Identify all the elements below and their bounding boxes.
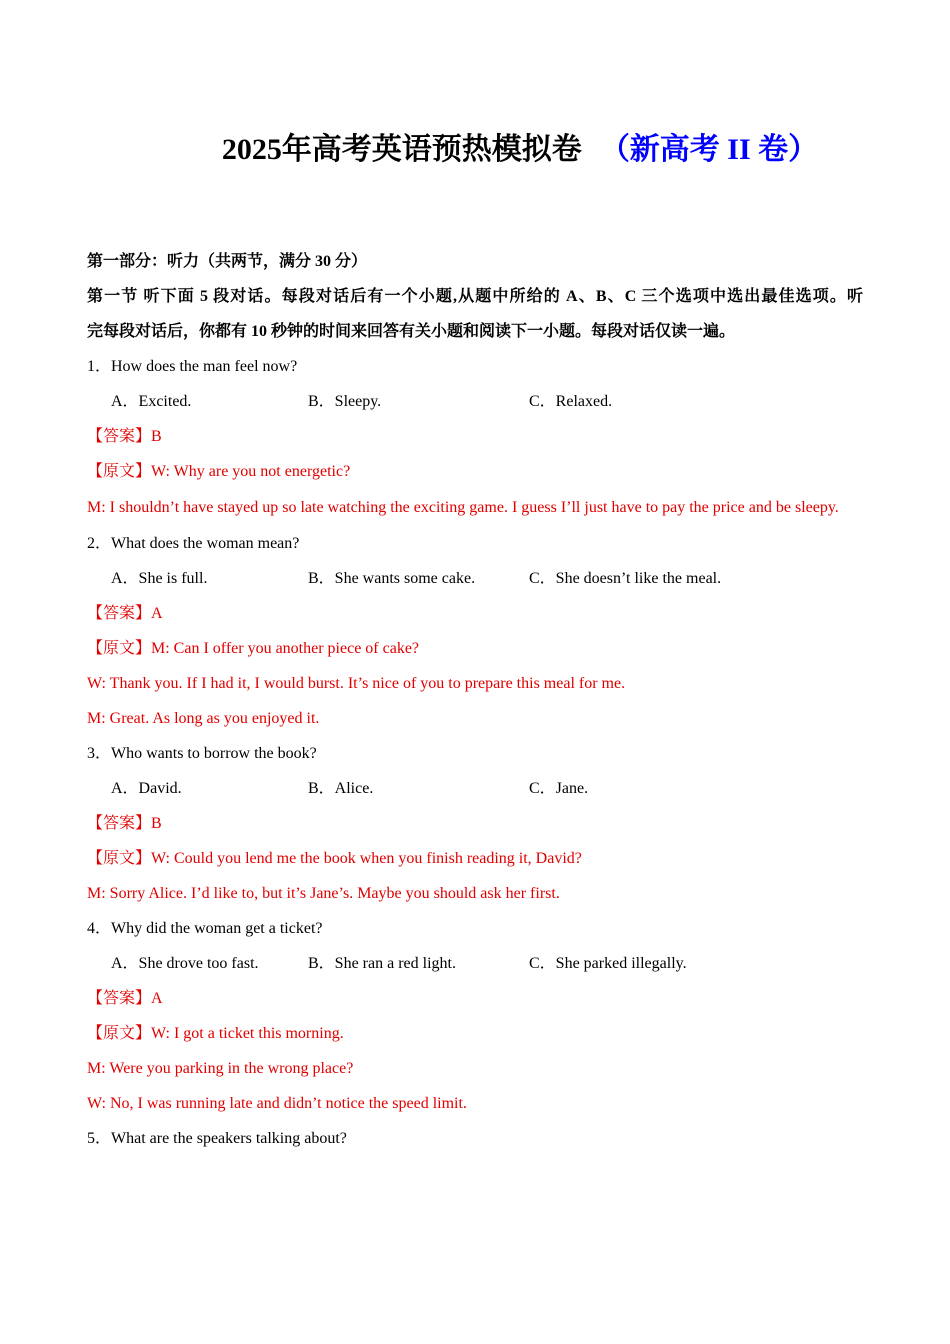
question-3-transcript-2: M: Sorry Alice. I’d like to, but it’s Jane’s. Maybe you should ask her first.: [87, 885, 560, 902]
question-3-option-a: A．David.: [111, 780, 182, 797]
question-2-options: [87, 561, 863, 596]
title-sub: （新高考 II 卷）: [599, 133, 819, 166]
question-5: 5．What are the speakers talking about?: [87, 1130, 347, 1147]
question-2: 2．What does the woman mean?: [87, 535, 300, 552]
question-2-option-b: B．She wants some cake.: [308, 570, 476, 587]
question-1-option-b: B．Sleepy.: [308, 393, 382, 410]
question-1: 1．How does the man feel now?: [87, 358, 298, 375]
question-2-option-a: A．She is full.: [111, 570, 208, 587]
question-4-transcript-1: 【原文】W: I got a ticket this morning.: [87, 1025, 344, 1042]
title-main: 2025年高考英语预热模拟卷: [221, 133, 582, 166]
question-2-transcript-3: M: Great. As long as you enjoyed it.: [87, 710, 320, 727]
question-4-transcript-3: W: No, I was running late and didn’t notice the speed limit.: [87, 1095, 467, 1112]
question-3-answer: 【答案】B: [87, 815, 162, 832]
question-3-option-c: C．Jane.: [529, 780, 589, 797]
question-1-options: [87, 384, 863, 419]
question-3-option-b: B．Alice.: [308, 780, 374, 797]
question-1-transcript-1: 【原文】W: Why are you not energetic?: [87, 463, 351, 480]
question-2-transcript-2: W: Thank you. If I had it, I would burst. It’s nice of you to prepare this meal for me.: [87, 675, 626, 692]
question-1-option-a: A．Excited.: [111, 393, 192, 410]
question-4-transcript-2: M: Were you parking in the wrong place?: [87, 1060, 354, 1077]
question-1-option-c: C．Relaxed.: [529, 393, 613, 410]
question-4: 4．Why did the woman get a ticket?: [87, 920, 323, 937]
question-2-transcript-1: 【原文】M: Can I offer you another piece of cake?: [87, 640, 420, 657]
question-3-transcript-1: 【原文】W: Could you lend me the book when you finish reading it, David?: [87, 850, 582, 867]
question-1-transcript-2: M: I shouldn’t have stayed up so late watching the exciting game. I guess I’ll just have to pay the price and be sleepy.: [87, 499, 839, 516]
question-4-option-b: B．She ran a red light.: [308, 955, 456, 972]
question-4-option-c: C．She parked illegally.: [529, 955, 687, 972]
question-4-option-a: A．She drove too fast.: [111, 955, 259, 972]
question-4-options: [87, 946, 863, 981]
section-heading: 第一部分：听力（共两节，满分 30 分）: [87, 253, 368, 270]
question-3-options: [87, 771, 863, 806]
question-3: 3．Who wants to borrow the book?: [87, 745, 317, 762]
page-title: [0, 128, 950, 172]
section-intro-line-1: 第一节 听下面 5 段对话。每段对话后有一个小题,从题中所给的 A、B、C 三个选项中选出最佳选项。听: [87, 288, 863, 305]
question-4-answer: 【答案】A: [87, 990, 163, 1007]
section-intro-line-2: 完每段对话后，你都有 10 秒钟的时间来回答有关小题和阅读下一小题。每段对话仅读一遍。: [87, 323, 736, 340]
question-2-answer: 【答案】A: [87, 605, 163, 622]
question-2-option-c: C．She doesn’t like the meal.: [529, 570, 722, 587]
question-1-answer: 【答案】B: [87, 428, 162, 445]
document-body: [87, 244, 863, 1156]
